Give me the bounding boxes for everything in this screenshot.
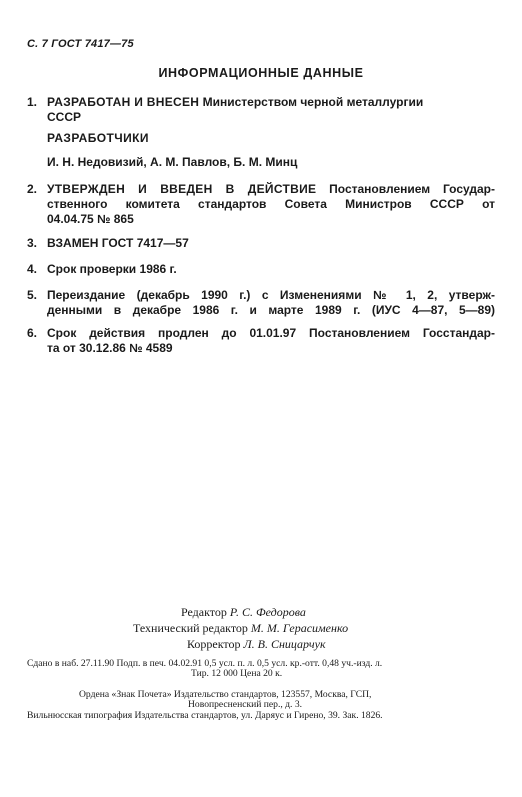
item-number: 3. <box>27 236 38 250</box>
item-text: Переиздание (декабрь 1990 г.) с Изменениями № 1, 2, утверж- <box>47 288 495 302</box>
list-item <box>27 262 495 277</box>
developers-names: И. Н. Недовизий, А. М. Павлов, Б. М. Минц <box>47 155 298 169</box>
item-number: 4. <box>27 262 38 276</box>
tech-editor-role: Технический редактор <box>133 621 248 635</box>
item-text: Министерством черной металлургии <box>202 95 424 109</box>
editor-role: Редактор <box>181 605 227 619</box>
editor-name: Р. С. Федорова <box>229 605 306 619</box>
list-item <box>27 288 495 318</box>
item-lead: УТВЕРЖДЕН И ВВЕДЕН В ДЕЙСТВИЕ <box>47 182 317 196</box>
list-item <box>27 95 495 125</box>
editor-line <box>181 604 306 620</box>
imprint-line: Сдано в наб. 27.11.90 Подп. в печ. 04.02.91 0,5 усл. п. л. 0,5 усл. кр.-отт. 0,48 уч.-изд. л. <box>27 658 383 669</box>
item-number: 1. <box>27 95 38 109</box>
item-text: та от 30.12.86 № 4589 <box>47 341 173 355</box>
item-text: ственного комитета стандартов Совета Министров СССР от <box>47 197 495 211</box>
corrector-role: Корректор <box>187 637 241 651</box>
section-title: ИНФОРМАЦИОННЫЕ ДАННЫЕ <box>158 66 364 80</box>
item-number: 2. <box>27 182 38 196</box>
item-text: Постановлением Государ- <box>329 182 495 196</box>
corrector-line <box>187 636 326 652</box>
imprint-line: Тир. 12 000 Цена 20 к. <box>191 668 283 679</box>
printer-line: Вильнюсская типография Издательства стандартов, ул. Даряус и Гирено, 39. Зак. 1826. <box>27 710 383 721</box>
list-item <box>27 326 495 356</box>
item-lead: РАЗРАБОТАН И ВНЕСЕН <box>47 95 200 109</box>
item-text: Срок проверки 1986 г. <box>47 262 177 276</box>
corrector-name: Л. В. Сницарчук <box>243 637 326 651</box>
printer-line: Ордена «Знак Почета» Издательство стандартов, 123557, Москва, ГСП, <box>79 689 372 700</box>
printer-line: Новопресненский пер., д. 3. <box>188 699 303 710</box>
item-text: денными в декабре 1986 г. и марте 1989 г. (ИУС 4—87, 5—89) <box>47 303 495 317</box>
item-text: СССР <box>47 110 82 124</box>
developers-heading: РАЗРАБОТЧИКИ <box>47 131 149 145</box>
item-text: Срок действия продлен до 01.01.97 Постановлением Госстандар- <box>47 326 495 340</box>
item-text: ВЗАМЕН ГОСТ 7417—57 <box>47 236 189 250</box>
list-item <box>27 182 495 227</box>
item-number: 5. <box>27 288 38 302</box>
tech-editor-name: М. М. Герасименко <box>250 621 349 635</box>
tech-editor-line <box>133 620 348 636</box>
item-number: 6. <box>27 326 38 340</box>
list-item <box>27 236 495 251</box>
page-header: С. 7 ГОСТ 7417—75 <box>27 38 134 50</box>
item-text: 04.04.75 № 865 <box>47 212 134 226</box>
